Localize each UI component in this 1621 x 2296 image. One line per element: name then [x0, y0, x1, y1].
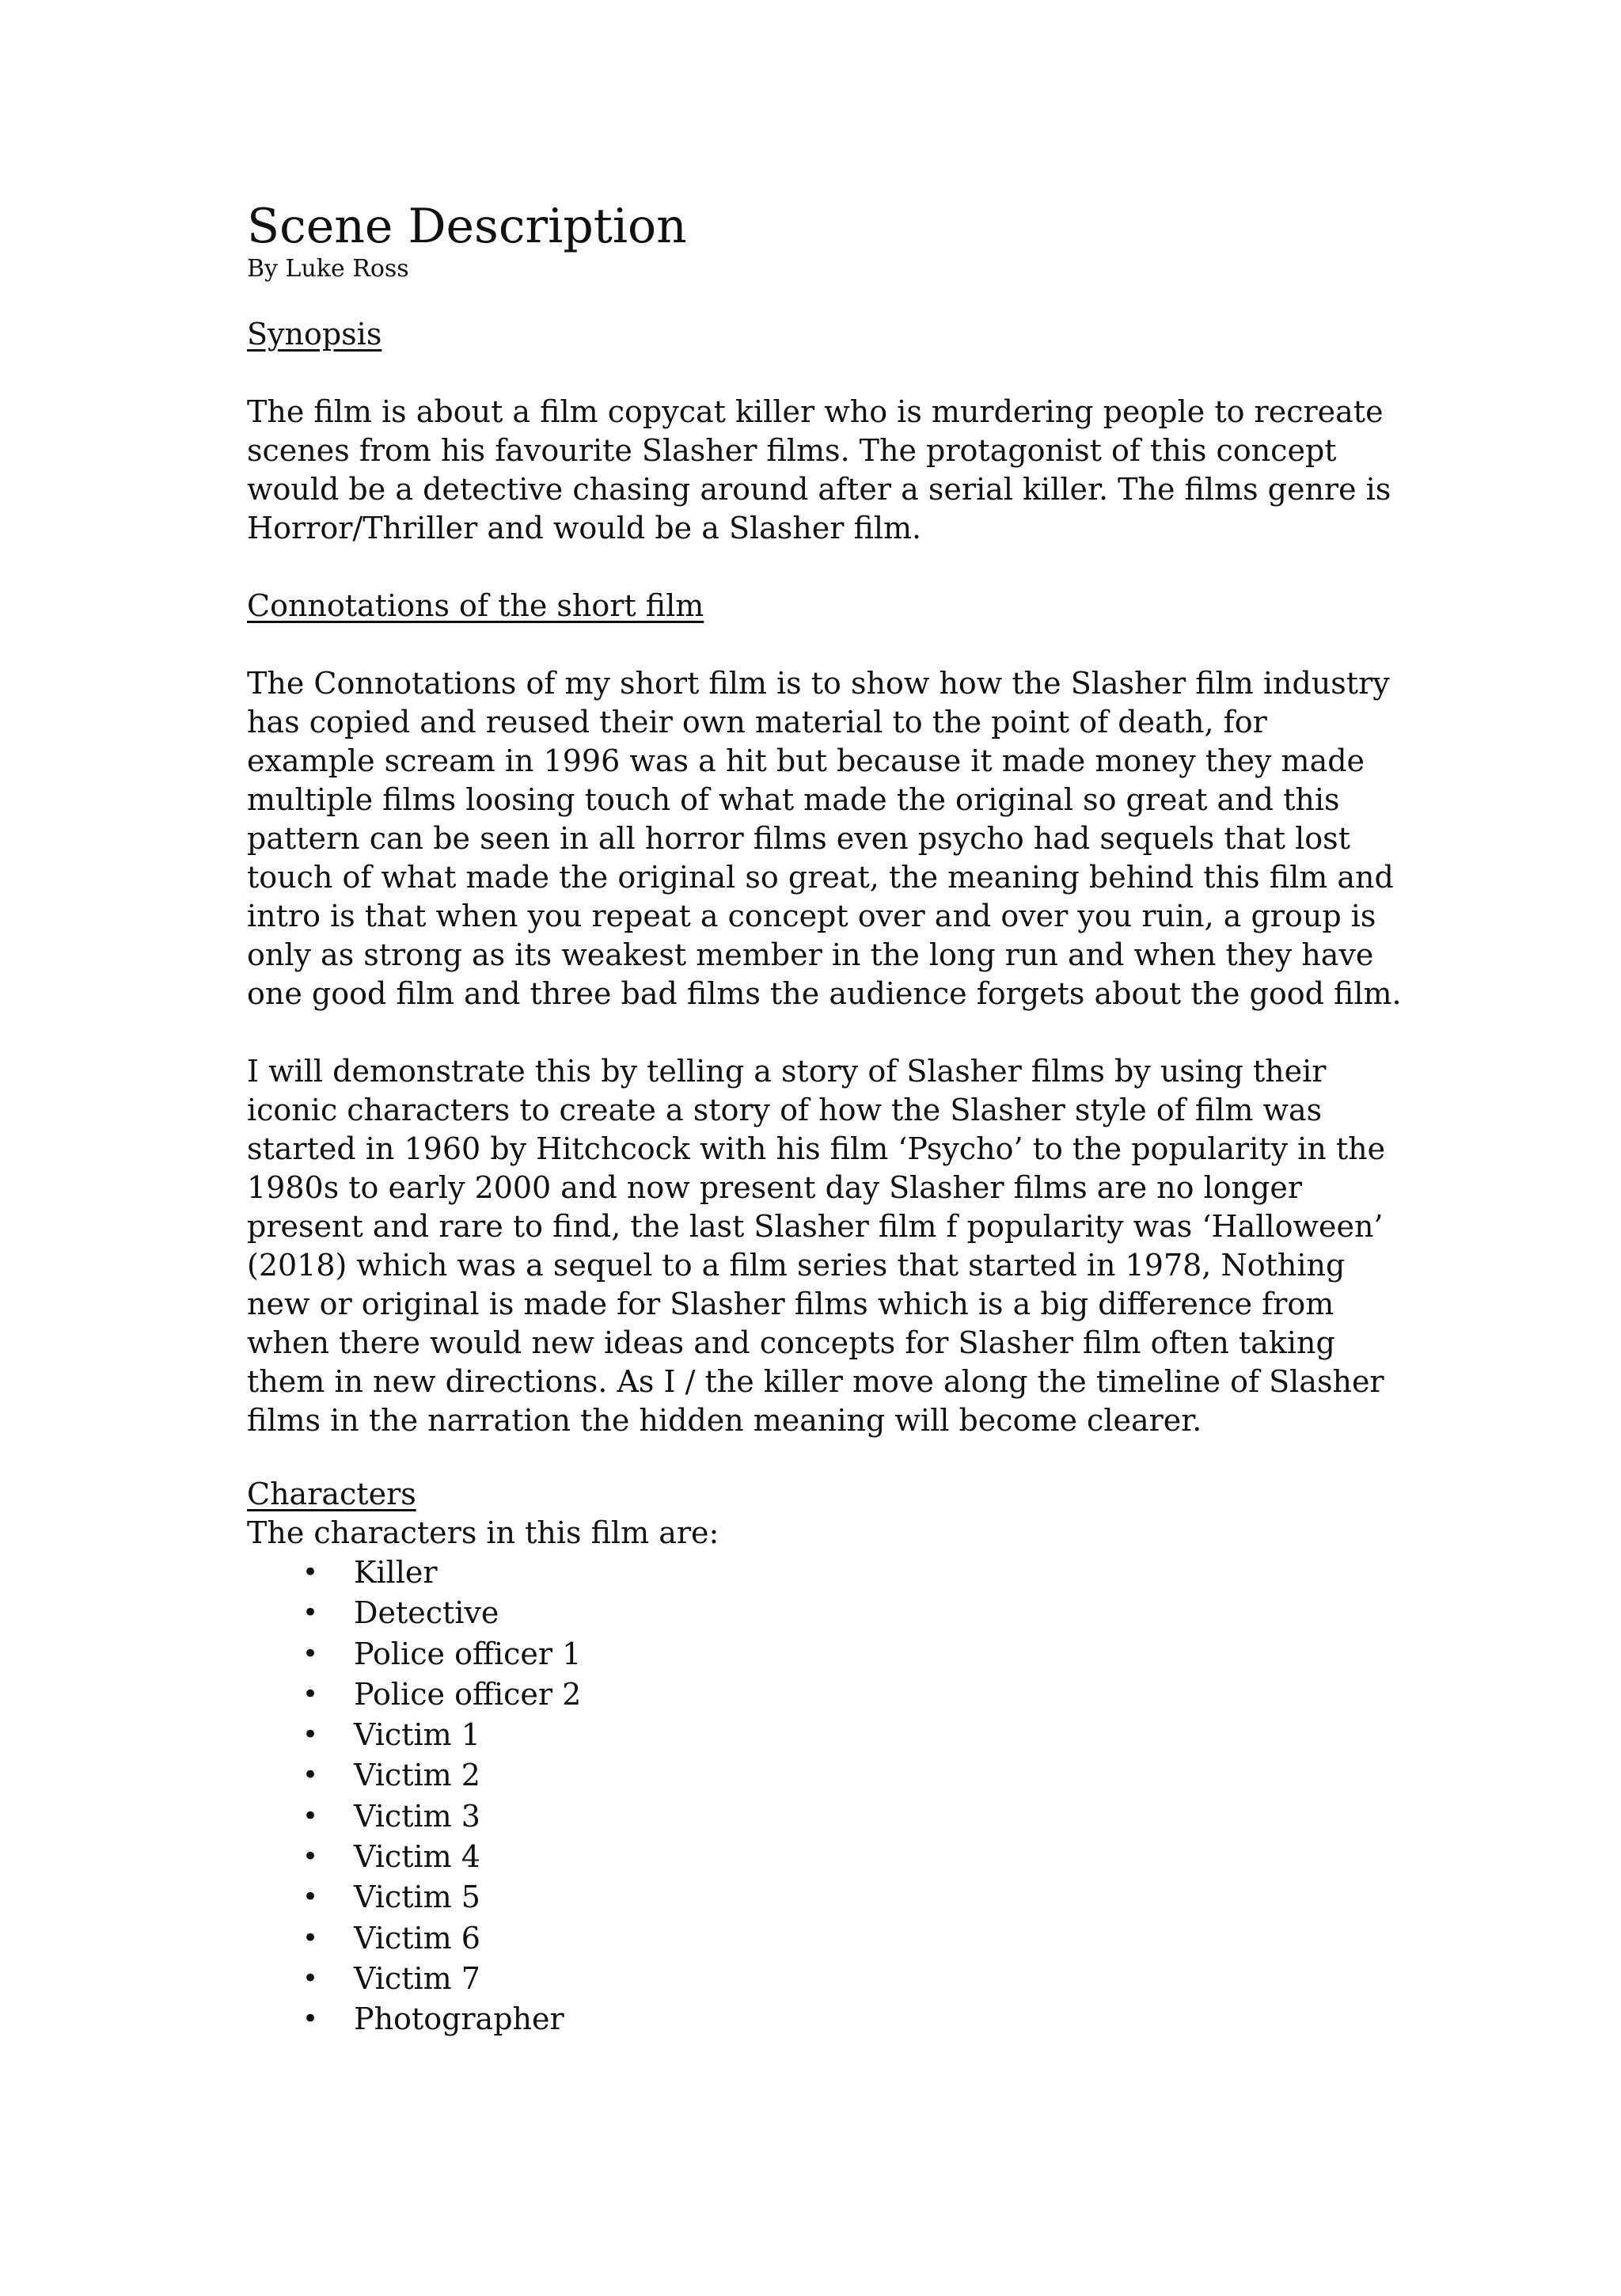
character-name: Victim 1 [354, 1717, 480, 1753]
list-item [247, 1593, 1403, 1633]
list-item [247, 1959, 1403, 1999]
character-name: Victim 7 [354, 1960, 480, 1996]
spacer [247, 1440, 1403, 1475]
spacer [247, 625, 1403, 664]
connotations-heading: Connotations of the short film [247, 588, 704, 623]
bullet-icon: • [302, 2003, 319, 2036]
list-item [247, 1837, 1403, 1877]
bullet-icon: • [302, 1637, 319, 1670]
bullet-icon: • [302, 1557, 319, 1588]
character-name: Photographer [354, 2001, 564, 2037]
character-name: Killer [354, 1555, 438, 1590]
bullet-icon: • [302, 1719, 319, 1751]
character-name: Victim 5 [354, 1880, 480, 1915]
connotations-paragraph-1: The Connotations of my short film is to show how the Slasher film industry has copied and reused their own material to the point of death, for example scream in 1996 was a hit but because it made money they made multiple films loosing touch of what made the original so great and this pattern can be seen in all horror films even psycho had sequels that lost touch of what made the original so great, the meaning behind this film and intro is that when you repeat a concept over and over you ruin, a group is only as strong as its weakest member in the long run and when they have one good film and three bad films the audience forgets about the good film. [247, 666, 1402, 1011]
spacer [247, 548, 1403, 587]
bullet-icon: • [302, 1922, 319, 1954]
synopsis-paragraph: The film is about a film copycat killer who is murdering people to recreate scenes from his favourite Slasher films. The protagonist of this concept would be a detective chasing around after a serial killer. The films genre is Horror/Thriller and would be a Slasher film. [247, 394, 1391, 545]
list-item [247, 1715, 1403, 1755]
characters-intro: The characters in this film are: [247, 1515, 719, 1550]
spacer [247, 1013, 1403, 1052]
list-item [247, 1796, 1403, 1837]
synopsis-heading: Synopsis [247, 317, 382, 352]
bullet-icon: • [302, 1597, 319, 1629]
character-name: Police officer 1 [354, 1636, 582, 1671]
character-name: Victim 6 [354, 1920, 480, 1956]
spacer [247, 354, 1403, 393]
list-item [247, 1634, 1403, 1674]
bullet-icon: • [302, 1800, 319, 1832]
connotations-paragraph-2: I will demonstrate this by telling a story of Slasher films by using their iconic characters to create a story of how the Slasher style of film was started in 1960 by Hitchcock with his film ‘Psycho’ to the popularity in the 1980s to early 2000 and now present day Slasher films are no longer present and rare to find, the last Slasher film f popularity was ‘Halloween’ (2018) which was a sequel to a film series that started in 1978, Nothing new or original is made for Slasher films which is a big difference from when there would new ideas and concepts for Slasher film often taking them in new directions. As I / the killer move along the timeline of Slasher films in the narration the hidden meaning will become clearer. [247, 1054, 1386, 1438]
character-name: Victim 3 [354, 1798, 480, 1834]
bullet-icon: • [302, 1841, 319, 1873]
characters-heading: Characters [247, 1477, 416, 1511]
characters-list [247, 1553, 1403, 2040]
document-author: By Luke Ross [247, 255, 409, 283]
list-item [247, 1918, 1403, 1959]
character-name: Detective [354, 1595, 499, 1631]
list-item [247, 1877, 1403, 1918]
list-item [247, 1553, 1403, 1593]
list-item [247, 1755, 1403, 1796]
character-name: Victim 2 [354, 1758, 480, 1793]
list-item [247, 1999, 1403, 2039]
document-page [247, 198, 1403, 2040]
bullet-icon: • [302, 1759, 319, 1792]
character-name: Police officer 2 [354, 1676, 582, 1712]
bullet-icon: • [302, 1962, 319, 1994]
bullet-icon: • [302, 1678, 319, 1710]
character-name: Victim 4 [354, 1839, 480, 1875]
list-item [247, 1674, 1403, 1715]
document-title: Scene Description [247, 199, 687, 254]
bullet-icon: • [302, 1881, 319, 1914]
